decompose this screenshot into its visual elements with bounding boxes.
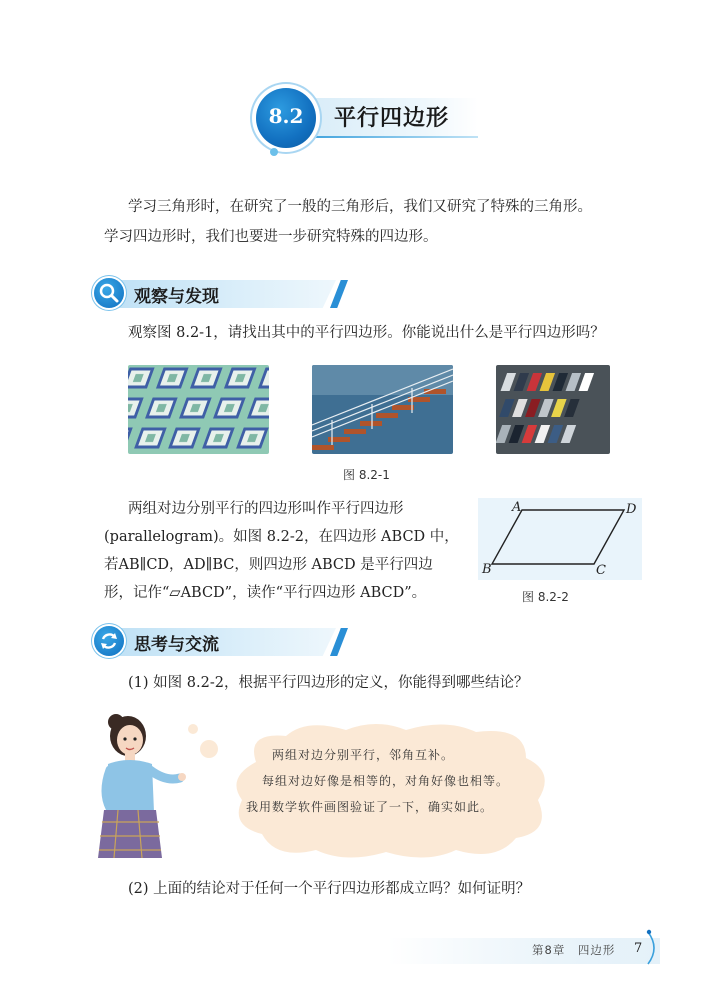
vertex-label-c: C: [596, 563, 606, 578]
footer-chapter: 第8章 四边形: [532, 943, 616, 957]
bubble-line-1: 两组对边分别平行，邻角互补。: [272, 748, 455, 762]
intro-line-2: 学习四边形时，我们也要进一步研究特殊的四边形。: [104, 229, 438, 245]
bubble-line-2: 每组对边好像是相等的，对角好像也相等。: [262, 774, 510, 788]
footer-bar: [388, 938, 660, 964]
bubble-line-3: 我用数学软件画图验证了一下，确实如此。: [246, 800, 494, 814]
think-question-1: (1) 如图 8.2-2，根据平行四边形的定义，你能得到哪些结论？: [128, 675, 529, 691]
bubble-dot-small: [188, 724, 198, 734]
section-header-underline: [300, 136, 478, 138]
page-number: 7: [634, 941, 643, 956]
think-header: [94, 628, 354, 656]
parallelogram-figure: [478, 498, 642, 580]
observe-header: [94, 280, 354, 308]
photo-tile-pattern: [128, 365, 269, 454]
definition-line-1: 两组对边分别平行的四边形叫作平行四边形: [128, 501, 404, 517]
figure-caption-8-2-1: 图 8.2-1: [343, 468, 390, 482]
cycle-arrows-icon: [94, 626, 124, 656]
vertex-label-d: D: [626, 502, 637, 517]
definition-line-2: (parallelogram)。如图 8.2-2，在四边形 ABCD 中，: [104, 529, 459, 545]
intro-line-1: 学习三角形时，在研究了一般的三角形后，我们又研究了特殊的三角形。: [128, 199, 592, 215]
photo-parking-lot: [496, 365, 610, 454]
decorative-dot: [270, 148, 278, 156]
photo-staircase: [312, 365, 453, 454]
section-number: 8.2: [268, 104, 304, 128]
observe-label: 观察与发现: [134, 287, 219, 307]
figure-caption-8-2-2: 图 8.2-2: [522, 590, 569, 604]
vertex-label-a: A: [512, 500, 522, 515]
student-illustration: [88, 708, 188, 866]
definition-line-3: 若AB∥CD，AD∥BC，则四边形 ABCD 是平行四边: [104, 557, 433, 573]
magnifier-icon: [94, 278, 124, 308]
section-title: 平行四边形: [334, 105, 450, 131]
observe-prompt: 观察图 8.2-1，请找出其中的平行四边形。你能说出什么是平行四边形吗？: [128, 325, 605, 341]
think-question-2: (2) 上面的结论对于任何一个平行四边形都成立吗？如何证明？: [128, 881, 531, 897]
bubble-dot-medium: [200, 740, 218, 758]
footer-arc: [646, 928, 662, 968]
vertex-label-b: B: [482, 562, 492, 577]
definition-line-4: 形，记作“▱ABCD”，读作“平行四边形 ABCD”。: [104, 585, 427, 601]
think-label: 思考与交流: [134, 635, 219, 655]
